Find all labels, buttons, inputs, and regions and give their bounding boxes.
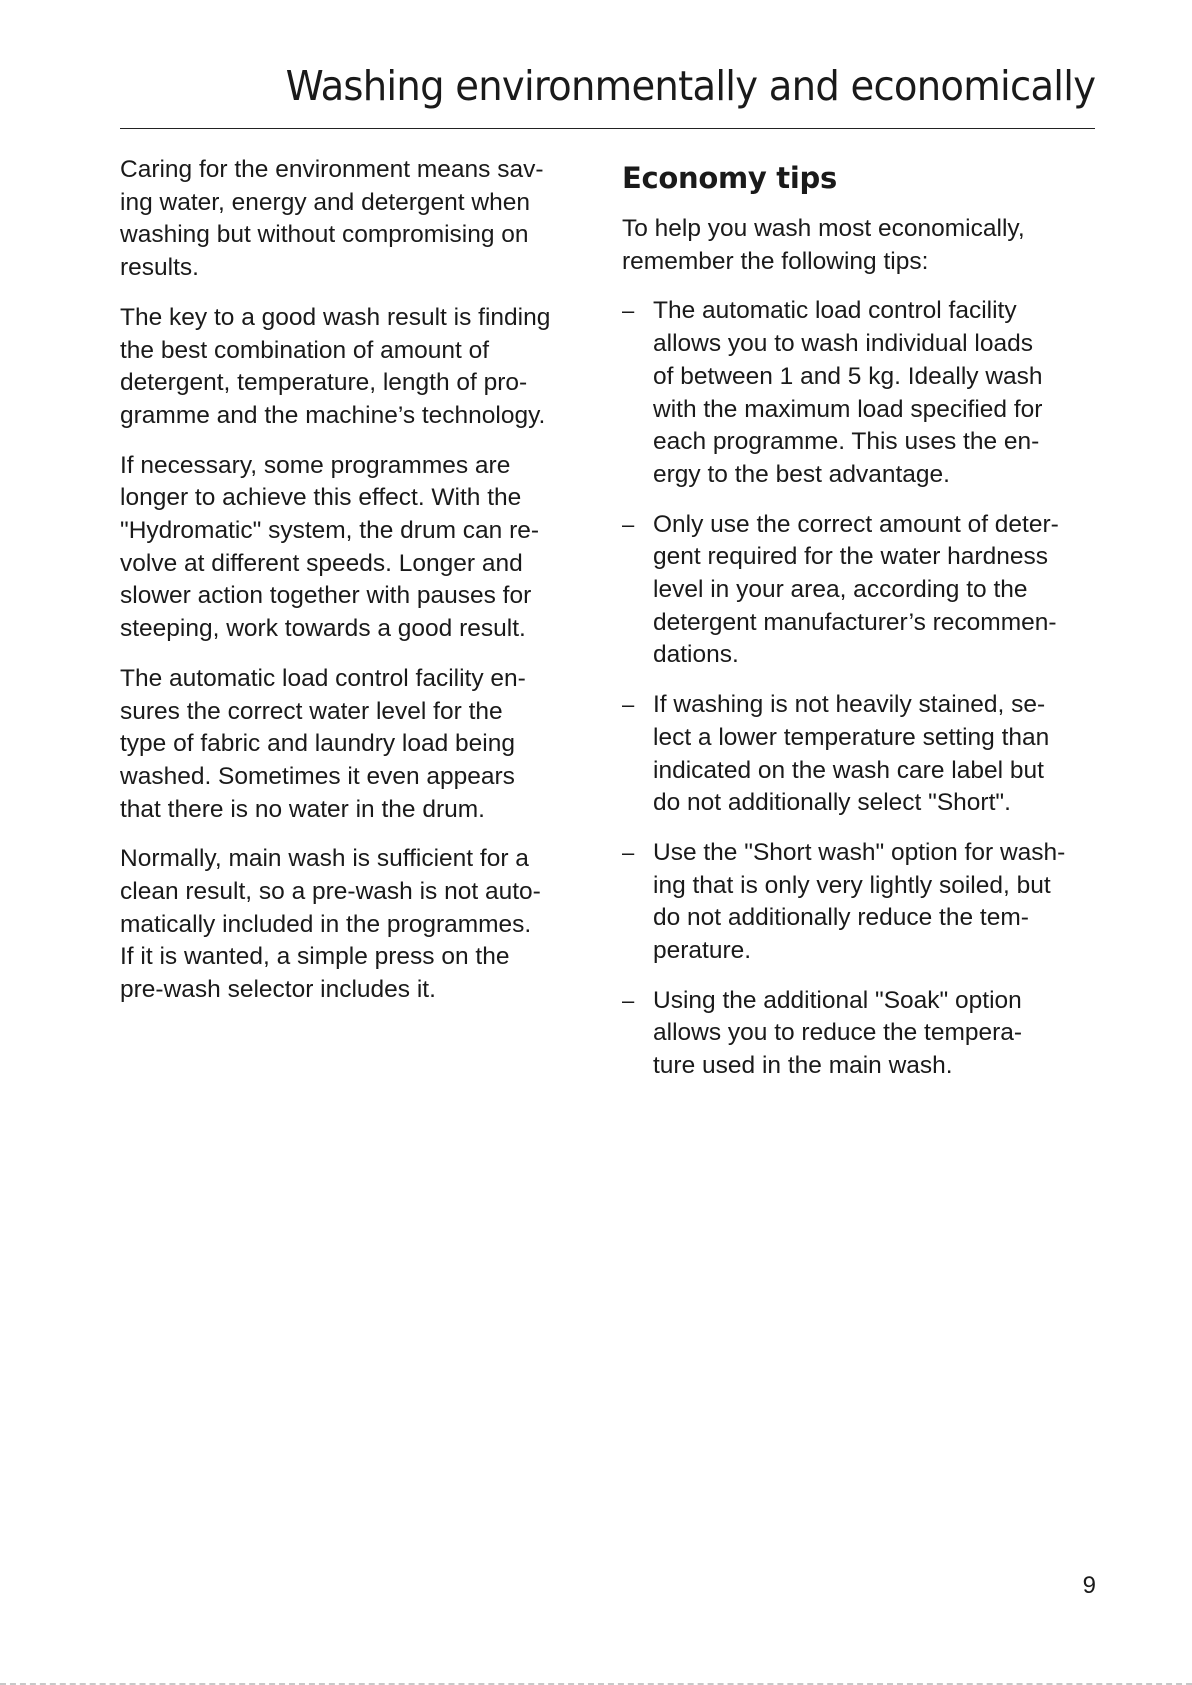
tip-item xyxy=(622,509,1096,673)
text-line: Caring for the environment means sav- xyxy=(120,156,544,183)
left-column xyxy=(120,154,588,1024)
page-number: 9 xyxy=(1082,1572,1096,1599)
dash-bullet: – xyxy=(622,692,635,718)
text-line: gramme and the machine’s technology. xyxy=(120,401,546,429)
text-line: results. xyxy=(120,254,199,282)
text-line: Only use the correct amount of deter- xyxy=(653,510,1059,538)
text-line: indicated on the wash care label but xyxy=(653,756,1044,784)
text-line: ing water, energy and detergent when xyxy=(120,188,530,216)
text-line: allows you to wash individual loads xyxy=(653,330,1033,358)
text-line: detergent, temperature, length of pro- xyxy=(120,369,528,397)
dash-bullet: – xyxy=(622,987,635,1013)
tip-item xyxy=(622,985,1096,1083)
tips-intro-paragraph xyxy=(622,213,1096,278)
text-line: slower action together with pauses for xyxy=(120,582,532,610)
text-line: If necessary, some programmes are xyxy=(120,451,511,479)
text-line: If washing is not heavily stained, se- xyxy=(653,691,1046,719)
intro-paragraph xyxy=(120,154,588,285)
right-column xyxy=(622,154,1096,1100)
text-line: The automatic load control facility xyxy=(653,297,1017,325)
dash-bullet: – xyxy=(622,298,635,324)
text-line: lect a lower temperature setting than xyxy=(653,723,1050,751)
text-line: perature. xyxy=(653,937,752,965)
text-line: type of fabric and laundry load being xyxy=(120,730,515,758)
text-line: pre-wash selector includes it. xyxy=(120,976,436,1004)
wash-result-paragraph xyxy=(120,302,588,433)
text-line: sures the correct water level for the xyxy=(120,697,503,725)
text-line: The automatic load control facility en- xyxy=(120,664,526,692)
text-line: "Hydromatic" system, the drum can re- xyxy=(120,517,540,545)
text-line: ing that is only very lightly soiled, but xyxy=(653,871,1051,899)
title-rule xyxy=(120,128,1095,129)
text-line: Using the additional "Soak" option xyxy=(653,986,1022,1014)
pre-wash-paragraph xyxy=(120,843,588,1007)
text-line: ergy to the best advantage. xyxy=(653,460,950,488)
tip-item xyxy=(622,295,1096,491)
tip-item xyxy=(622,689,1096,820)
text-line: washed. Sometimes it even appears xyxy=(120,762,515,790)
tips-list xyxy=(622,295,1096,1082)
text-line: do not additionally select "Short". xyxy=(653,789,1011,817)
section-heading: Economy tips xyxy=(622,161,837,195)
text-line: The key to a good wash result is finding xyxy=(120,303,551,331)
text-line: of between 1 and 5 kg. Ideally wash xyxy=(653,362,1043,390)
text-line: with the maximum load specified for xyxy=(653,395,1043,423)
text-line: detergent manufacturer’s recommen- xyxy=(653,608,1057,636)
text-line: Normally, main wash is sufficient for a xyxy=(120,845,529,873)
text-line: level in your area, according to the xyxy=(653,576,1028,604)
text-line: do not additionally reduce the tem- xyxy=(653,904,1029,932)
load-control-paragraph xyxy=(120,663,588,827)
dash-bullet: – xyxy=(622,511,635,537)
text-line: clean result, so a pre-wash is not auto- xyxy=(120,878,541,906)
text-line: To help you wash most economically, xyxy=(622,215,1025,242)
page-title: Washing environmentally and economically xyxy=(285,62,1095,110)
text-line: washing but without compromising on xyxy=(120,221,529,249)
text-line: the best combination of amount of xyxy=(120,336,490,364)
text-line: longer to achieve this effect. With the xyxy=(120,484,522,512)
text-line: allows you to reduce the tempera- xyxy=(653,1019,1023,1047)
dash-bullet: – xyxy=(622,839,635,865)
text-line: dations. xyxy=(653,641,739,669)
text-line: steeping, work towards a good result. xyxy=(120,615,526,643)
text-line: Use the "Short wash" option for wash- xyxy=(653,838,1066,866)
hydromatic-paragraph xyxy=(120,450,588,646)
text-line: each programme. This uses the en- xyxy=(653,428,1040,456)
text-line: that there is no water in the drum. xyxy=(120,795,485,823)
text-line: gent required for the water hardness xyxy=(653,543,1048,571)
text-line: ture used in the main wash. xyxy=(653,1052,953,1080)
text-line: volve at different speeds. Longer and xyxy=(120,549,523,577)
text-line: If it is wanted, a simple press on the xyxy=(120,943,510,971)
text-line: matically included in the programmes. xyxy=(120,910,532,938)
tip-item xyxy=(622,837,1096,968)
text-line: remember the following tips: xyxy=(622,247,929,275)
